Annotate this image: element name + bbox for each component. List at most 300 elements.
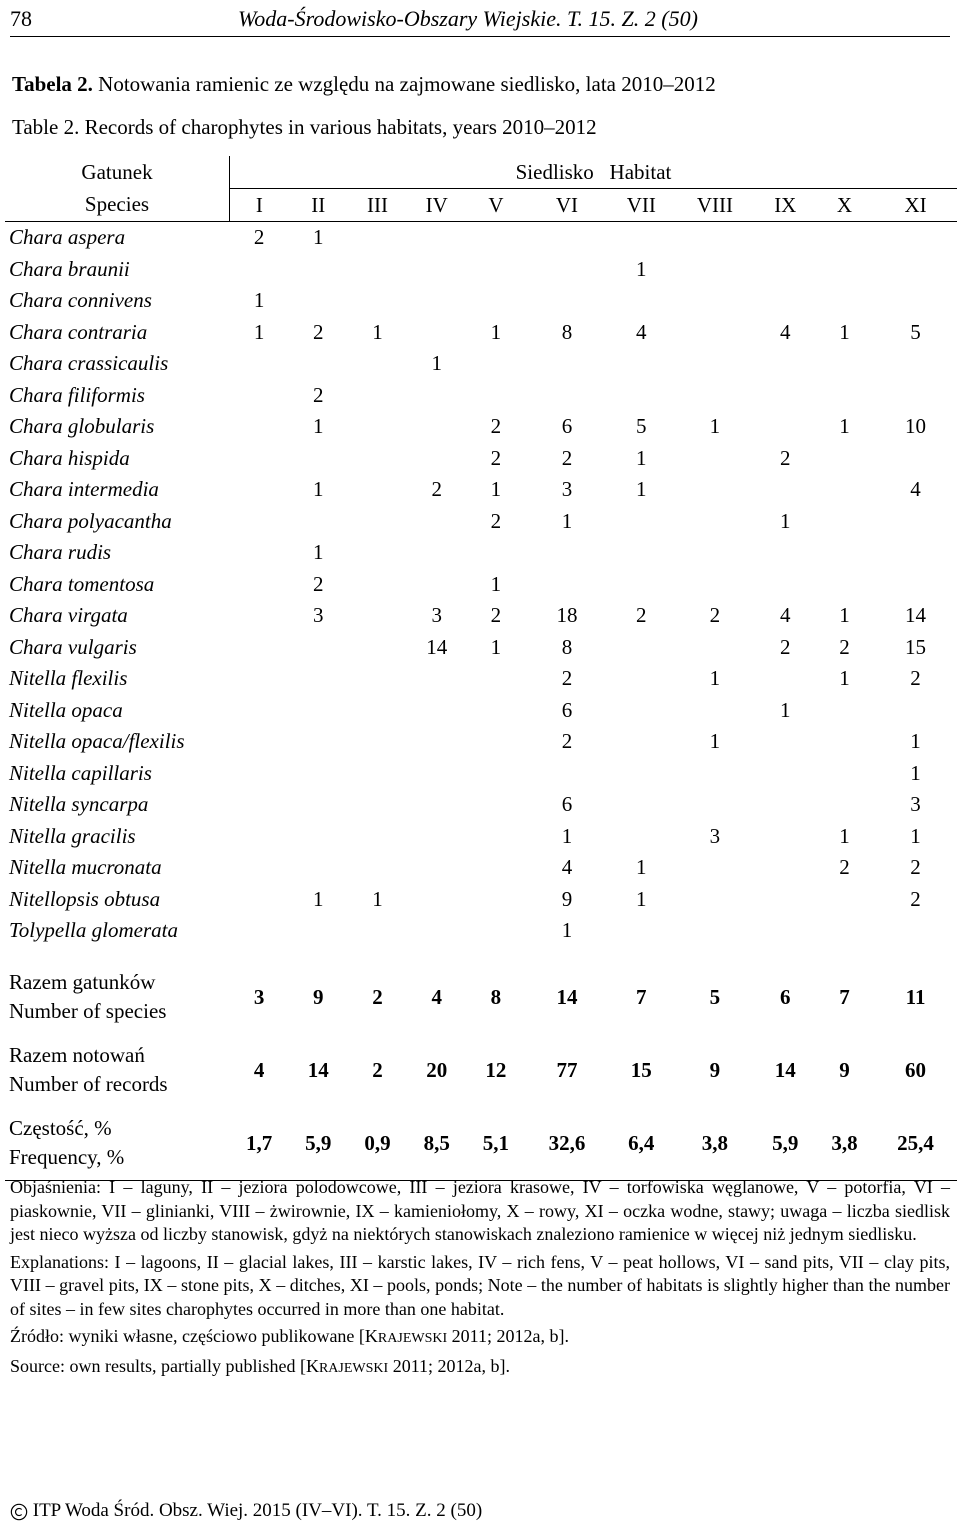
cell-value [230, 348, 289, 380]
cell-value [407, 915, 466, 947]
summary-value: 32,6 [526, 1107, 609, 1181]
summary-value: 2 [372, 1057, 383, 1082]
table-row [5, 821, 957, 853]
table-body [5, 222, 957, 1181]
summary-value: 11 [905, 984, 926, 1009]
cell-value [348, 222, 407, 254]
cell-value [674, 317, 756, 349]
cell-value [756, 758, 815, 790]
caption-text-en: Records of charophytes in various habitats, years 2010–2012 [84, 115, 597, 139]
cell-value [466, 254, 525, 286]
cell-value [407, 852, 466, 884]
species-name: Chara connivens [9, 288, 152, 313]
cell-value [815, 537, 874, 569]
cell-value [466, 852, 525, 884]
species-name: Chara crassicaulis [9, 351, 169, 376]
cell-value [230, 506, 289, 538]
summary-label-en: Number of species [9, 999, 167, 1023]
cell-value [674, 537, 756, 569]
habitat-col-ix: IX [756, 189, 815, 222]
cell-value: 5 [910, 319, 921, 344]
cell-value [874, 915, 957, 947]
cell-value [348, 411, 407, 443]
cell-value [407, 443, 466, 475]
page-number: 78 [10, 6, 32, 31]
summary-value: 4 [253, 1057, 265, 1082]
cell-value: 2 [780, 634, 791, 659]
cell-value [608, 285, 674, 317]
cell-value [407, 726, 466, 758]
table-row [5, 317, 957, 349]
cell-value [289, 254, 348, 286]
footer [10, 1500, 482, 1522]
cell-value [674, 254, 756, 286]
summary-value: 6 [780, 984, 791, 1009]
cell-value [674, 852, 756, 884]
habitat-col-v: V [466, 189, 525, 222]
cell-value: 1 [561, 918, 573, 943]
cell-value [874, 443, 957, 475]
cell-value: 1 [839, 603, 850, 628]
copyright-icon [10, 1503, 28, 1521]
cell-value: 2 [839, 855, 850, 880]
cell-value [348, 632, 407, 664]
species-name: Chara filiformis [9, 382, 145, 407]
cell-value [815, 474, 874, 506]
cell-value [407, 317, 466, 349]
cell-value [756, 789, 815, 821]
table-row [5, 600, 957, 632]
cell-value [348, 474, 407, 506]
cell-value [407, 569, 466, 601]
summary-value: 20 [426, 1057, 448, 1082]
summary-value: 0,9 [348, 1107, 407, 1181]
explanation-pl: Objaśnienia: I – laguny, II – jeziora polodowcowe, III – jeziora krasowe, IV – torfowiska węglanowe, V – potorfia, VI – piaskownie, VII – glinianki, VIII – żwirownie, IX – kamieniołomy, X – rowy, XI – oczka wodne, stawy; uwaga – liczba siedlisk jest nieco wyższa od liczby stanowisk, gdyż na niektórych stanowiskach znaleziono ramienice w więcej niż jednym siedlisku. [10, 1177, 950, 1244]
cell-value: 2 [490, 445, 502, 470]
cell-value: 3 [313, 603, 324, 628]
cell-value [230, 537, 289, 569]
cell-value [874, 285, 957, 317]
cell-value [756, 852, 815, 884]
cell-value [230, 726, 289, 758]
cell-value [815, 569, 874, 601]
cell-value: 6 [561, 697, 573, 722]
cell-value [407, 821, 466, 853]
table-row [5, 443, 957, 475]
cell-value [230, 663, 289, 695]
cell-value: 10 [905, 414, 927, 439]
summary-label-pl: Częstość, % [9, 1116, 112, 1140]
cell-value [230, 632, 289, 664]
summary-value: 5,9 [289, 1107, 348, 1181]
cell-value [674, 758, 756, 790]
cell-value: 1 [780, 697, 791, 722]
cell-value [407, 411, 466, 443]
cell-value [407, 789, 466, 821]
cell-value: 1 [561, 823, 573, 848]
summary-value: 8 [490, 984, 502, 1009]
cell-value [466, 884, 525, 916]
cell-value [466, 663, 525, 695]
cell-value [815, 348, 874, 380]
table-row [5, 285, 957, 317]
species-name: Nitella capillaris [9, 760, 152, 785]
habitat-col-vii: VII [608, 189, 674, 222]
habitat-col-ii: II [289, 189, 348, 222]
cell-value [815, 222, 874, 254]
cell-value: 1 [839, 823, 850, 848]
cell-value: 2 [636, 603, 647, 628]
cell-value [874, 222, 957, 254]
table-row [5, 789, 957, 821]
table-row [5, 726, 957, 758]
species-name: Chara aspera [9, 225, 126, 250]
cell-value: 5 [636, 414, 647, 439]
table-caption-en [12, 115, 597, 140]
cell-value [348, 537, 407, 569]
cell-value [348, 852, 407, 884]
cell-value: 2 [561, 729, 573, 754]
species-name: Chara tomentosa [9, 571, 155, 596]
cell-value [230, 380, 289, 412]
species-name: Chara braunii [9, 256, 130, 281]
cell-value [289, 726, 348, 758]
cell-value [348, 695, 407, 727]
cell-value: 1 [709, 666, 721, 691]
cell-value [756, 821, 815, 853]
summary-value: 5,9 [756, 1107, 815, 1181]
cell-value [348, 600, 407, 632]
cell-value [674, 569, 756, 601]
cell-value [874, 537, 957, 569]
cell-value [756, 474, 815, 506]
cell-value [230, 695, 289, 727]
cell-value: 4 [561, 855, 573, 880]
summary-value: 15 [630, 1057, 652, 1082]
cell-value [407, 506, 466, 538]
caption-label-en: Table 2. [12, 115, 80, 139]
cell-value [407, 537, 466, 569]
cell-value [230, 411, 289, 443]
cell-value: 1 [372, 886, 383, 911]
table-caption-pl [12, 72, 716, 97]
cell-value [289, 632, 348, 664]
summary-value: 77 [556, 1057, 578, 1082]
summary-value: 12 [485, 1057, 507, 1082]
cell-value [230, 569, 289, 601]
cell-value: 14 [905, 603, 927, 628]
cell-value: 15 [905, 634, 927, 659]
cell-value [348, 789, 407, 821]
cell-value [526, 537, 609, 569]
cell-value [289, 348, 348, 380]
table-row [5, 254, 957, 286]
cell-value: 1 [313, 225, 324, 250]
cell-value: 2 [561, 445, 573, 470]
cell-value: 1 [709, 414, 721, 439]
cell-value [815, 789, 874, 821]
cell-value: 1 [490, 319, 502, 344]
cell-value: 2 [313, 382, 324, 407]
cell-value [466, 380, 525, 412]
cell-value [230, 821, 289, 853]
cell-value: 8 [561, 634, 573, 659]
cell-value: 1 [372, 319, 383, 344]
cell-value: 3 [561, 477, 573, 502]
cell-value: 2 [313, 319, 324, 344]
cell-value: 1 [636, 855, 647, 880]
cell-value [348, 663, 407, 695]
cell-value [348, 506, 407, 538]
summary-value: 6,4 [608, 1107, 674, 1181]
habitat-header: Siedlisko Habitat [230, 156, 958, 189]
cell-value [815, 758, 874, 790]
cell-value [289, 663, 348, 695]
cell-value [289, 695, 348, 727]
cell-value [526, 380, 609, 412]
cell-value [608, 348, 674, 380]
header-row-2 [5, 189, 957, 222]
cell-value [526, 348, 609, 380]
species-name: Chara hispida [9, 445, 130, 470]
source-en: Source: own results, partially published [KRAJEWSKI 2011; 2012a, b]. [10, 1355, 511, 1376]
habitat-col-vi: VI [526, 189, 609, 222]
summary-value: 8,5 [407, 1107, 466, 1181]
cell-value [466, 915, 525, 947]
cell-value [608, 726, 674, 758]
species-name: Chara virgata [9, 603, 128, 628]
cell-value: 4 [636, 319, 647, 344]
cell-value: 3 [709, 823, 721, 848]
explanation-en: Explanations: I – lagoons, II – glacial lakes, III – karstic lakes, IV – rich fens, V – peat hollows, VI – sand pits, VII – clay pits, VIII – gravel pits, IX – stone pits, X – ditches, XI – pools, ponds; Note – the number of habitats is slightly higher than the number of sites – in few sites charophytes occurred in more than one habitat. [10, 1251, 950, 1319]
cell-value [674, 222, 756, 254]
cell-value: 1 [636, 256, 647, 281]
cell-value: 1 [839, 414, 850, 439]
caption-label-pl: Tabela 2. [12, 72, 93, 96]
cell-value [348, 285, 407, 317]
cell-value: 1 [636, 477, 647, 502]
cell-value [348, 915, 407, 947]
cell-value [674, 285, 756, 317]
cell-value [407, 254, 466, 286]
summary-value: 1,7 [230, 1107, 289, 1181]
cell-value: 1 [910, 760, 921, 785]
summary-value: 3 [253, 984, 265, 1009]
summary-label-pl: Razem gatunków [9, 970, 156, 994]
summary-value: 60 [905, 1057, 927, 1082]
cell-value [230, 254, 289, 286]
cell-value [608, 695, 674, 727]
cell-value [526, 569, 609, 601]
cell-value [674, 348, 756, 380]
summary-value: 3,8 [674, 1107, 756, 1181]
cell-value: 2 [839, 634, 850, 659]
cell-value: 2 [431, 477, 442, 502]
running-header [10, 4, 950, 37]
cell-value: 2 [490, 414, 502, 439]
cell-value: 18 [556, 603, 578, 628]
cell-value [466, 285, 525, 317]
cell-value [874, 506, 957, 538]
summary-value: 14 [307, 1057, 329, 1082]
cell-value: 1 [910, 729, 921, 754]
cell-value [466, 348, 525, 380]
cell-value: 1 [490, 477, 502, 502]
cell-value [874, 254, 957, 286]
table-row [5, 348, 957, 380]
species-name: Nitella flexilis [9, 666, 128, 691]
cell-value [756, 254, 815, 286]
habitat-col-iv: IV [407, 189, 466, 222]
cell-value [407, 380, 466, 412]
species-name: Chara contraria [9, 319, 148, 344]
summary-value: 5 [709, 984, 721, 1009]
species-name: Nitella gracilis [9, 823, 136, 848]
cell-value [230, 915, 289, 947]
table-row [5, 695, 957, 727]
habitat-col-viii: VIII [674, 189, 756, 222]
table-row [5, 632, 957, 664]
cell-value [874, 348, 957, 380]
cell-value [674, 695, 756, 727]
cell-value: 2 [910, 666, 921, 691]
journal-title: Woda-Środowisko-Obszary Wiejskie. T. 15. Z. 2 (50) [238, 6, 698, 31]
species-header-en: Species [5, 189, 230, 222]
summary-value: 9 [709, 1057, 721, 1082]
cell-value: 1 [431, 351, 442, 376]
cell-value [289, 285, 348, 317]
cell-value [815, 726, 874, 758]
summary-value: 3,8 [815, 1107, 874, 1181]
cell-value [230, 789, 289, 821]
cell-value [407, 663, 466, 695]
cell-value [674, 915, 756, 947]
cell-value [608, 222, 674, 254]
cell-value [756, 380, 815, 412]
cell-value [230, 600, 289, 632]
species-name: Chara rudis [9, 540, 112, 565]
cell-value [466, 726, 525, 758]
header-row-1 [5, 156, 957, 189]
table-row [5, 222, 957, 254]
cell-value [407, 884, 466, 916]
summary-row [5, 1034, 957, 1107]
cell-value: 2 [561, 666, 573, 691]
species-name: Nitellopsis obtusa [9, 886, 161, 911]
cell-value [230, 884, 289, 916]
table-row [5, 506, 957, 538]
cell-value: 1 [839, 319, 850, 344]
cell-value [756, 285, 815, 317]
cell-value: 6 [561, 792, 573, 817]
cell-value [756, 915, 815, 947]
cell-value [348, 726, 407, 758]
summary-value: 4 [431, 984, 442, 1009]
cell-value [348, 758, 407, 790]
cell-value: 1 [839, 666, 850, 691]
table-row [5, 474, 957, 506]
cell-value [756, 884, 815, 916]
cell-value: 1 [636, 445, 647, 470]
cell-value [289, 506, 348, 538]
cell-value [289, 852, 348, 884]
species-name: Tolypella glomerata [9, 918, 178, 943]
cell-value [230, 758, 289, 790]
species-name: Nitella opaca/flexilis [9, 729, 185, 754]
habitat-col-iii: III [348, 189, 407, 222]
cell-value: 1 [253, 288, 265, 313]
cell-value [526, 254, 609, 286]
cell-value [526, 222, 609, 254]
summary-label [5, 1034, 230, 1107]
cell-value: 2 [780, 445, 791, 470]
cell-value: 1 [313, 477, 324, 502]
cell-value: 3 [910, 792, 921, 817]
cell-value: 3 [431, 603, 442, 628]
cell-value [608, 537, 674, 569]
cell-value: 2 [709, 603, 721, 628]
cell-value [526, 285, 609, 317]
cell-value [466, 789, 525, 821]
cell-value [608, 915, 674, 947]
summary-label-pl: Razem notowań [9, 1043, 145, 1067]
cell-value [466, 222, 525, 254]
table-row [5, 663, 957, 695]
cell-value [815, 285, 874, 317]
table-row [5, 758, 957, 790]
cell-value [756, 537, 815, 569]
cell-value [608, 789, 674, 821]
cell-value [466, 758, 525, 790]
summary-value: 9 [313, 984, 324, 1009]
table-row [5, 884, 957, 916]
cell-value: 9 [561, 886, 573, 911]
cell-value [815, 254, 874, 286]
summary-value: 14 [774, 1057, 796, 1082]
cell-value: 4 [780, 603, 791, 628]
cell-value [756, 726, 815, 758]
species-name: Chara intermedia [9, 477, 159, 502]
cell-value: 1 [253, 319, 265, 344]
cell-value: 2 [253, 225, 265, 250]
cell-value: 14 [426, 634, 448, 659]
cell-value [289, 758, 348, 790]
table-row [5, 852, 957, 884]
cell-value [815, 915, 874, 947]
cell-value [608, 663, 674, 695]
cell-value [674, 884, 756, 916]
species-name: Chara vulgaris [9, 634, 137, 659]
table-row [5, 380, 957, 412]
species-name: Nitella mucronata [9, 855, 162, 880]
table-row [5, 915, 957, 947]
species-header-pl: Gatunek [5, 156, 230, 189]
cell-value: 8 [561, 319, 573, 344]
summary-value: 9 [839, 1057, 850, 1082]
cell-value [815, 380, 874, 412]
summary-value: 14 [556, 984, 578, 1009]
cell-value [815, 506, 874, 538]
cell-value [466, 821, 525, 853]
table-row [5, 569, 957, 601]
charophyte-table [5, 156, 957, 1181]
cell-value [466, 537, 525, 569]
cell-value [348, 348, 407, 380]
cell-value [230, 443, 289, 475]
cell-value: 2 [910, 886, 921, 911]
summary-label-en: Number of records [9, 1072, 168, 1096]
cell-value [874, 695, 957, 727]
